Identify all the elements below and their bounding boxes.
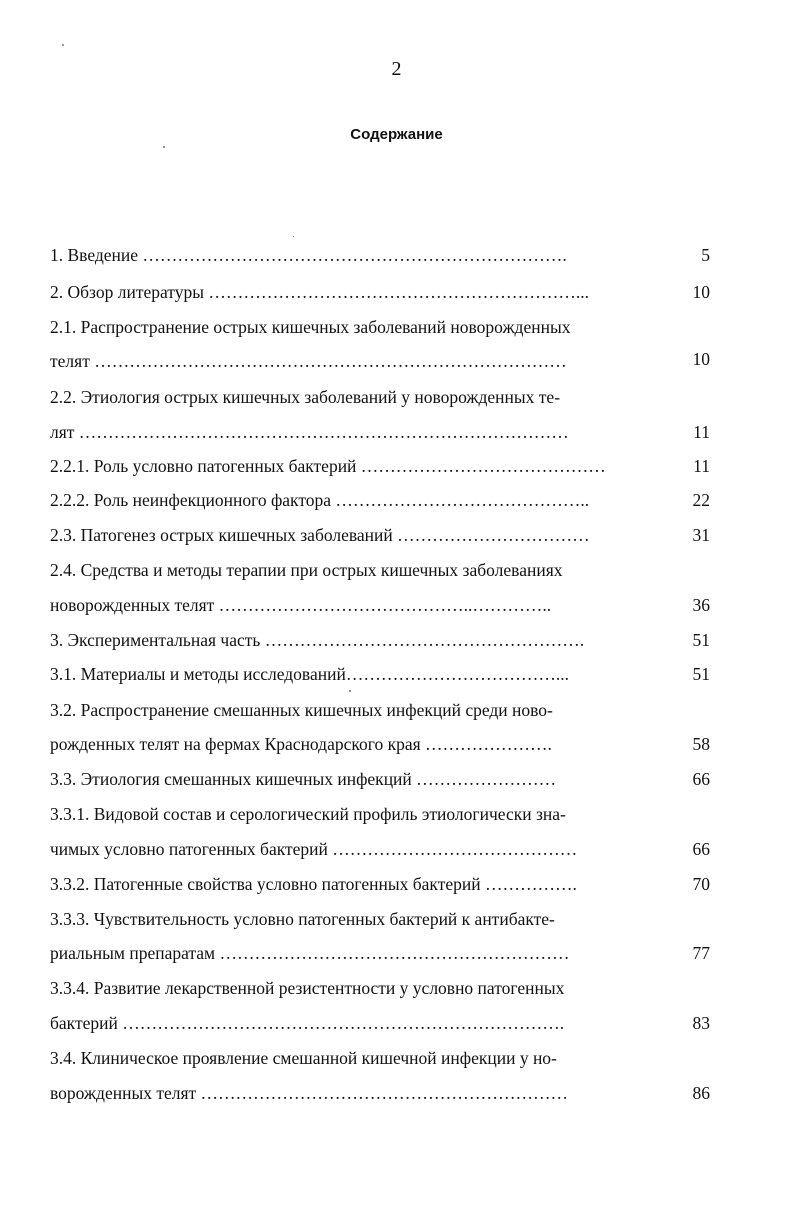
toc-entry-text: 3.3.2. Патогенные свойства условно патогенных бактерий …………….	[50, 874, 577, 894]
toc-page-number: 5	[701, 245, 710, 265]
scan-speck	[62, 44, 64, 46]
toc-entry-text: 2. Обзор литературы ………………………………………………………...	[50, 282, 589, 302]
toc-page-number: 66	[692, 839, 710, 859]
toc-entry-text: 1. Введение ……………………………………………………………….	[50, 245, 567, 265]
toc-page-number: 66	[692, 769, 710, 789]
toc-entry-text: 2.2.2. Роль неинфекционного фактора ……………………………………..	[50, 490, 590, 510]
toc-entry-text: чимых условно патогенных бактерий ……………………………………	[50, 839, 578, 859]
scan-speck	[163, 146, 165, 148]
toc-page-number: 51	[692, 664, 710, 684]
toc-entry-text: 2.2. Этиология острых кишечных заболеваний у новорожденных те-	[50, 387, 561, 407]
toc-entry-text: телят ………………………………………………………………………	[50, 351, 567, 371]
toc-entry-text: 3.2. Распространение смешанных кишечных инфекций среди ново-	[50, 700, 553, 720]
toc-entry-text: риальным препаратам ……………………………………………………	[50, 943, 570, 963]
toc-page-number: 83	[692, 1013, 710, 1033]
toc-page-number: 11	[693, 422, 710, 442]
toc-entry-text: 3.3.4. Развитие лекарственной резистентности у условно патогенных	[50, 978, 565, 998]
toc-page-number: 70	[692, 874, 710, 894]
toc-entry-text: 3.3.3. Чувствительность условно патогенных бактерий к антибакте-	[50, 909, 555, 929]
page-number: 2	[391, 58, 402, 80]
toc-page-number: 77	[692, 943, 710, 963]
toc-entry-text: новорожденных телят ……………………………………..…………..	[50, 595, 552, 615]
toc-page-number: 86	[692, 1083, 710, 1103]
toc-entry-text: 3.3. Этиология смешанных кишечных инфекций ……………………	[50, 769, 557, 789]
toc-entry-text: лят …………………………………………………………………………	[50, 422, 569, 442]
page-title: Содержание	[350, 126, 443, 143]
toc-entry-text: 2.1. Распространение острых кишечных заболеваний новорожденных	[50, 317, 571, 337]
toc-page-number: 11	[693, 456, 710, 476]
toc-page-number: 10	[692, 349, 710, 369]
toc-entry-text: рожденных телят на фермах Краснодарского края ………………….	[50, 734, 552, 754]
toc-entry-text: 2.2.1. Роль условно патогенных бактерий ……………………………………	[50, 456, 606, 476]
toc-entry-text: бактерий ………………………………………………………………….	[50, 1013, 565, 1033]
toc-entry-text: 3.3.1. Видовой состав и серологический профиль этиологически зна-	[50, 804, 566, 824]
toc-page-number: 58	[692, 734, 710, 754]
toc-page-number: 10	[692, 282, 710, 302]
toc-page-number: 22	[692, 490, 710, 510]
scan-speck	[293, 236, 294, 237]
toc-entry-text: 2.4. Средства и методы терапии при острых кишечных заболеваниях	[50, 560, 563, 580]
toc-entry-text: 2.3. Патогенез острых кишечных заболеваний ……………………………	[50, 525, 590, 545]
toc-page-number: 51	[692, 630, 710, 650]
toc-entry-text: 3. Экспериментальная часть ……………………………………………….	[50, 630, 585, 650]
toc-entry-text: 3.4. Клиническое проявление смешанной кишечной инфекции у но-	[50, 1048, 557, 1068]
toc-entry-text: 3.1. Материалы и методы исследований………………………………...	[50, 664, 569, 684]
toc-entry-text: ворожденных телят ………………………………………………………	[50, 1083, 569, 1103]
toc-page-number: 31	[692, 525, 710, 545]
scan-speck	[349, 690, 351, 692]
toc-page-number: 36	[692, 595, 710, 615]
